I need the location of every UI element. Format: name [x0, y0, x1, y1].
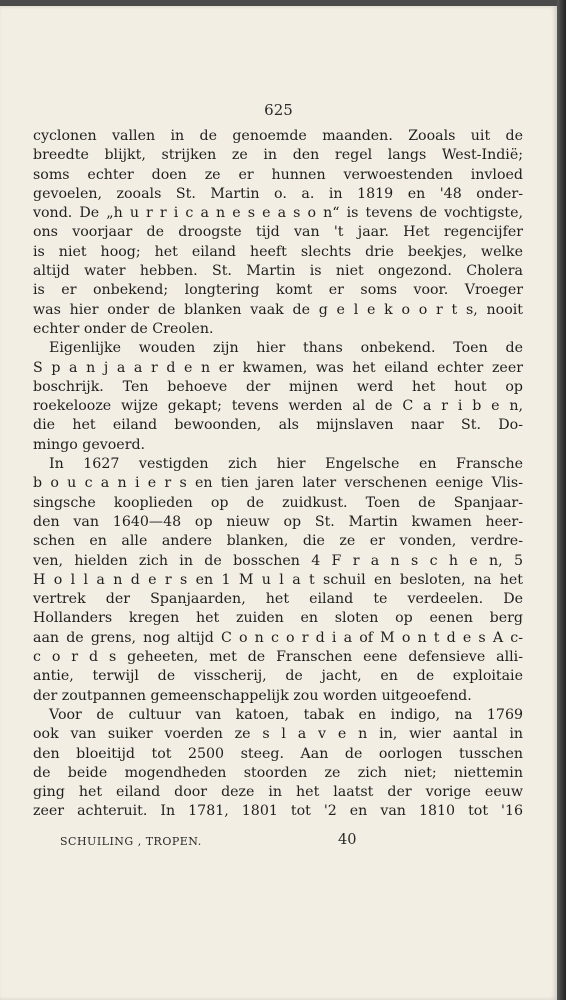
text-line: ons voorjaar de droogste tijd van 't jaar. Het regencijfer — [33, 224, 523, 241]
text-line: Eigenlijke wouden zijn hier thans onbekend. Toen de — [49, 340, 523, 357]
text-line: H o l l a n d e r s en 1 M u l a t schuil en besloten, na het — [33, 571, 523, 588]
text-line: vertrek der Spanjaarden, het eiland te verdeelen. De — [33, 591, 523, 608]
scan-border-right — [557, 0, 566, 1000]
text-line: S p a n j a a r d e n er kwamen, was het eiland echter zeer — [33, 359, 523, 376]
text-line: is niet hoog; het eiland heeft slechts drie beekjes, welke — [33, 243, 523, 260]
page-number: 625 — [264, 101, 293, 119]
text-line: boschrijk. Ten behoeve der mijnen werd het hout op — [33, 378, 523, 395]
text-line: zeer achteruit. In 1781, 1801 tot '2 en van 1810 tot '16 — [33, 803, 523, 820]
text-line: den van 1640—48 op nieuw op St. Martin kwamen heer- — [33, 513, 523, 530]
book-page — [0, 6, 557, 1000]
text-line: die het eiland bewoonden, als mijnslaven naar St. Do- — [33, 417, 523, 434]
text-line: schen en alle andere blanken, die ze er vonden, verdre- — [33, 533, 523, 550]
text-line: soms echter doen ze er hunnen verwoestenden invloed — [33, 166, 523, 183]
text-line: vond. De „h u r r i c a n e s e a s o n“ is tevens de vochtigste, — [33, 205, 523, 222]
text-line: der zoutpannen gemeenschappelijk zou worden uitgeoefend. — [33, 687, 472, 704]
text-line: altijd water hebben. St. Martin is niet ongezond. Cholera — [33, 263, 523, 280]
text-line: In 1627 vestigden zich hier Engelsche en Fransche — [49, 456, 523, 473]
text-line: cyclonen vallen in de genoemde maanden. Zooals uit de — [33, 128, 523, 144]
signature-mark: 40 — [338, 832, 357, 848]
text-line: echter onder de Creolen. — [33, 320, 214, 337]
text-line: ging het eiland door deze in het laatst der vorige eeuw — [33, 784, 523, 801]
text-line: roekelooze wijze gekapt; tevens werden al de C a r i b e n, — [33, 398, 523, 415]
footer-running-title: SCHUILING , TROPEN. — [60, 835, 202, 848]
text-line: b o u c a n i e r s en tien jaren later verschenen eenige Vlis- — [33, 475, 523, 492]
text-line: de beide mogendheden stoorden ze zich niet; niettemin — [33, 764, 523, 781]
text-line: Voor de cultuur van katoen, tabak en indigo, na 1769 — [49, 706, 523, 723]
text-line: antie, terwijl de visscherij, de jacht, en de exploitaie — [33, 668, 523, 685]
text-line: den bloeitijd tot 2500 steeg. Aan de oorlogen tusschen — [33, 745, 523, 762]
text-line: ven, hielden zich in de bosschen 4 F r a n s c h e n, 5 — [33, 552, 523, 569]
text-line: was hier onder de blanken vaak de g e l e k o o r t s, nooit — [33, 301, 523, 318]
text-line: gevoelen, zooals St. Martin o. a. in 1819 en '48 onder- — [33, 185, 523, 202]
text-line: ook van suiker voerden ze s l a v e n in, wier aantal in — [33, 726, 523, 743]
text-line: breedte blijkt, strijken ze in den regel langs West-Indië; — [33, 147, 523, 164]
body-text — [33, 127, 523, 822]
text-line: aan de grens, nog altijd C o n c o r d i a of M o n t d e s A c- — [33, 629, 523, 646]
text-line: singsche kooplieden op de zuidkust. Toen de Spanjaar- — [33, 494, 523, 511]
text-line: c o r d s geheeten, met de Franschen eene defensieve alli- — [33, 649, 523, 666]
text-line: is er onbekend; longtering komt er soms voor. Vroeger — [33, 282, 523, 299]
text-line: Hollanders kregen het zuiden en sloten op eenen berg — [33, 610, 523, 627]
text-line: mingo gevoerd. — [33, 436, 146, 453]
